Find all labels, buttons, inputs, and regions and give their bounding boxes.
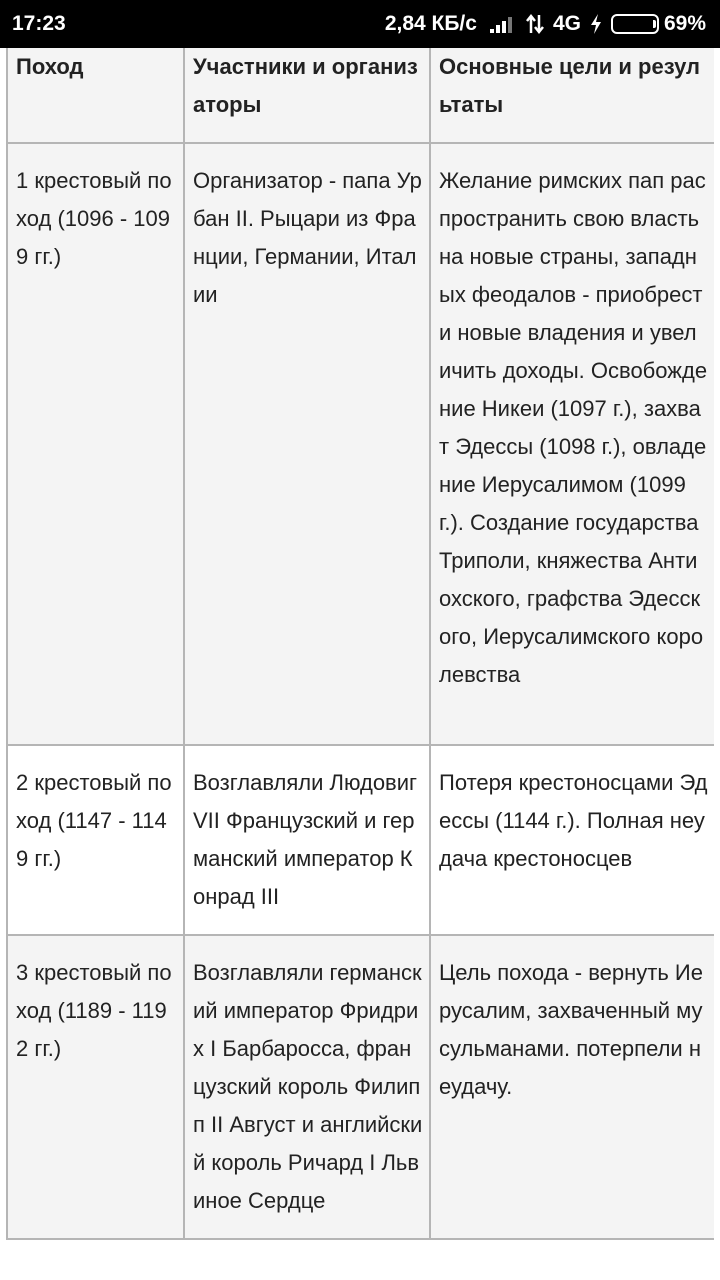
network-type: 4G <box>552 12 581 35</box>
table-row <box>7 143 714 745</box>
network-speed: 2,84 КБ/с <box>384 12 477 35</box>
cell-participants: Возглавляли германский император Фридрих I Барбаросса, французский король Филипп II Август и английский король Ричард I Львиное Сердце <box>184 935 430 1239</box>
cell-participants: Организатор - папа Урбан II. Рыцари из Франции, Германии, Италии <box>184 143 430 745</box>
charging-bolt-icon <box>589 13 603 35</box>
cell-campaign: 2 крестовый поход (1147 - 1149 гг.) <box>7 745 184 935</box>
header-goals: Основные цели и результаты <box>430 48 714 143</box>
status-indicators <box>385 12 706 36</box>
cell-goals: Потеря крестоносцами Эдессы (1144 г.). Полная неудача крестоносцев <box>430 745 714 935</box>
status-time: 17:23 <box>12 12 66 35</box>
cell-goals: Желание римских пап распространить свою власть на новые страны, западных феодалов - приобрести новые владения и увеличить доходы. Освобождение Никеи (1097 г.), захват Эдессы (1098 г.), овладение Иерусалимом (1099 г.). Создание государства Триполи, княжества Антиохского, графства Эдесского, Иерусалимского королевства <box>430 143 714 745</box>
crusades-table <box>6 48 714 1240</box>
battery-icon <box>611 14 656 34</box>
cell-campaign: 3 крестовый поход (1189 - 1192 гг.) <box>7 935 184 1239</box>
table-header-row <box>7 48 714 143</box>
header-campaign: Поход <box>7 48 184 143</box>
status-bar <box>0 0 720 48</box>
crusades-table-container[interactable] <box>6 48 714 1280</box>
cell-participants: Возглавляли Людовиг VII Французский и германский император Конрад III <box>184 745 430 935</box>
table-row <box>7 745 714 935</box>
cell-campaign: 1 крестовый поход (1096 - 1099 гг.) <box>7 143 184 745</box>
header-participants: Участники и организаторы <box>184 48 430 143</box>
signal-icon <box>489 14 517 34</box>
battery-percent: 69% <box>663 12 706 35</box>
cell-goals: Цель похода - вернуть Иерусалим, захваченный мусульманами. потерпели неудачу. <box>430 935 714 1239</box>
table-row <box>7 935 714 1239</box>
data-transfer-icon <box>525 13 545 35</box>
